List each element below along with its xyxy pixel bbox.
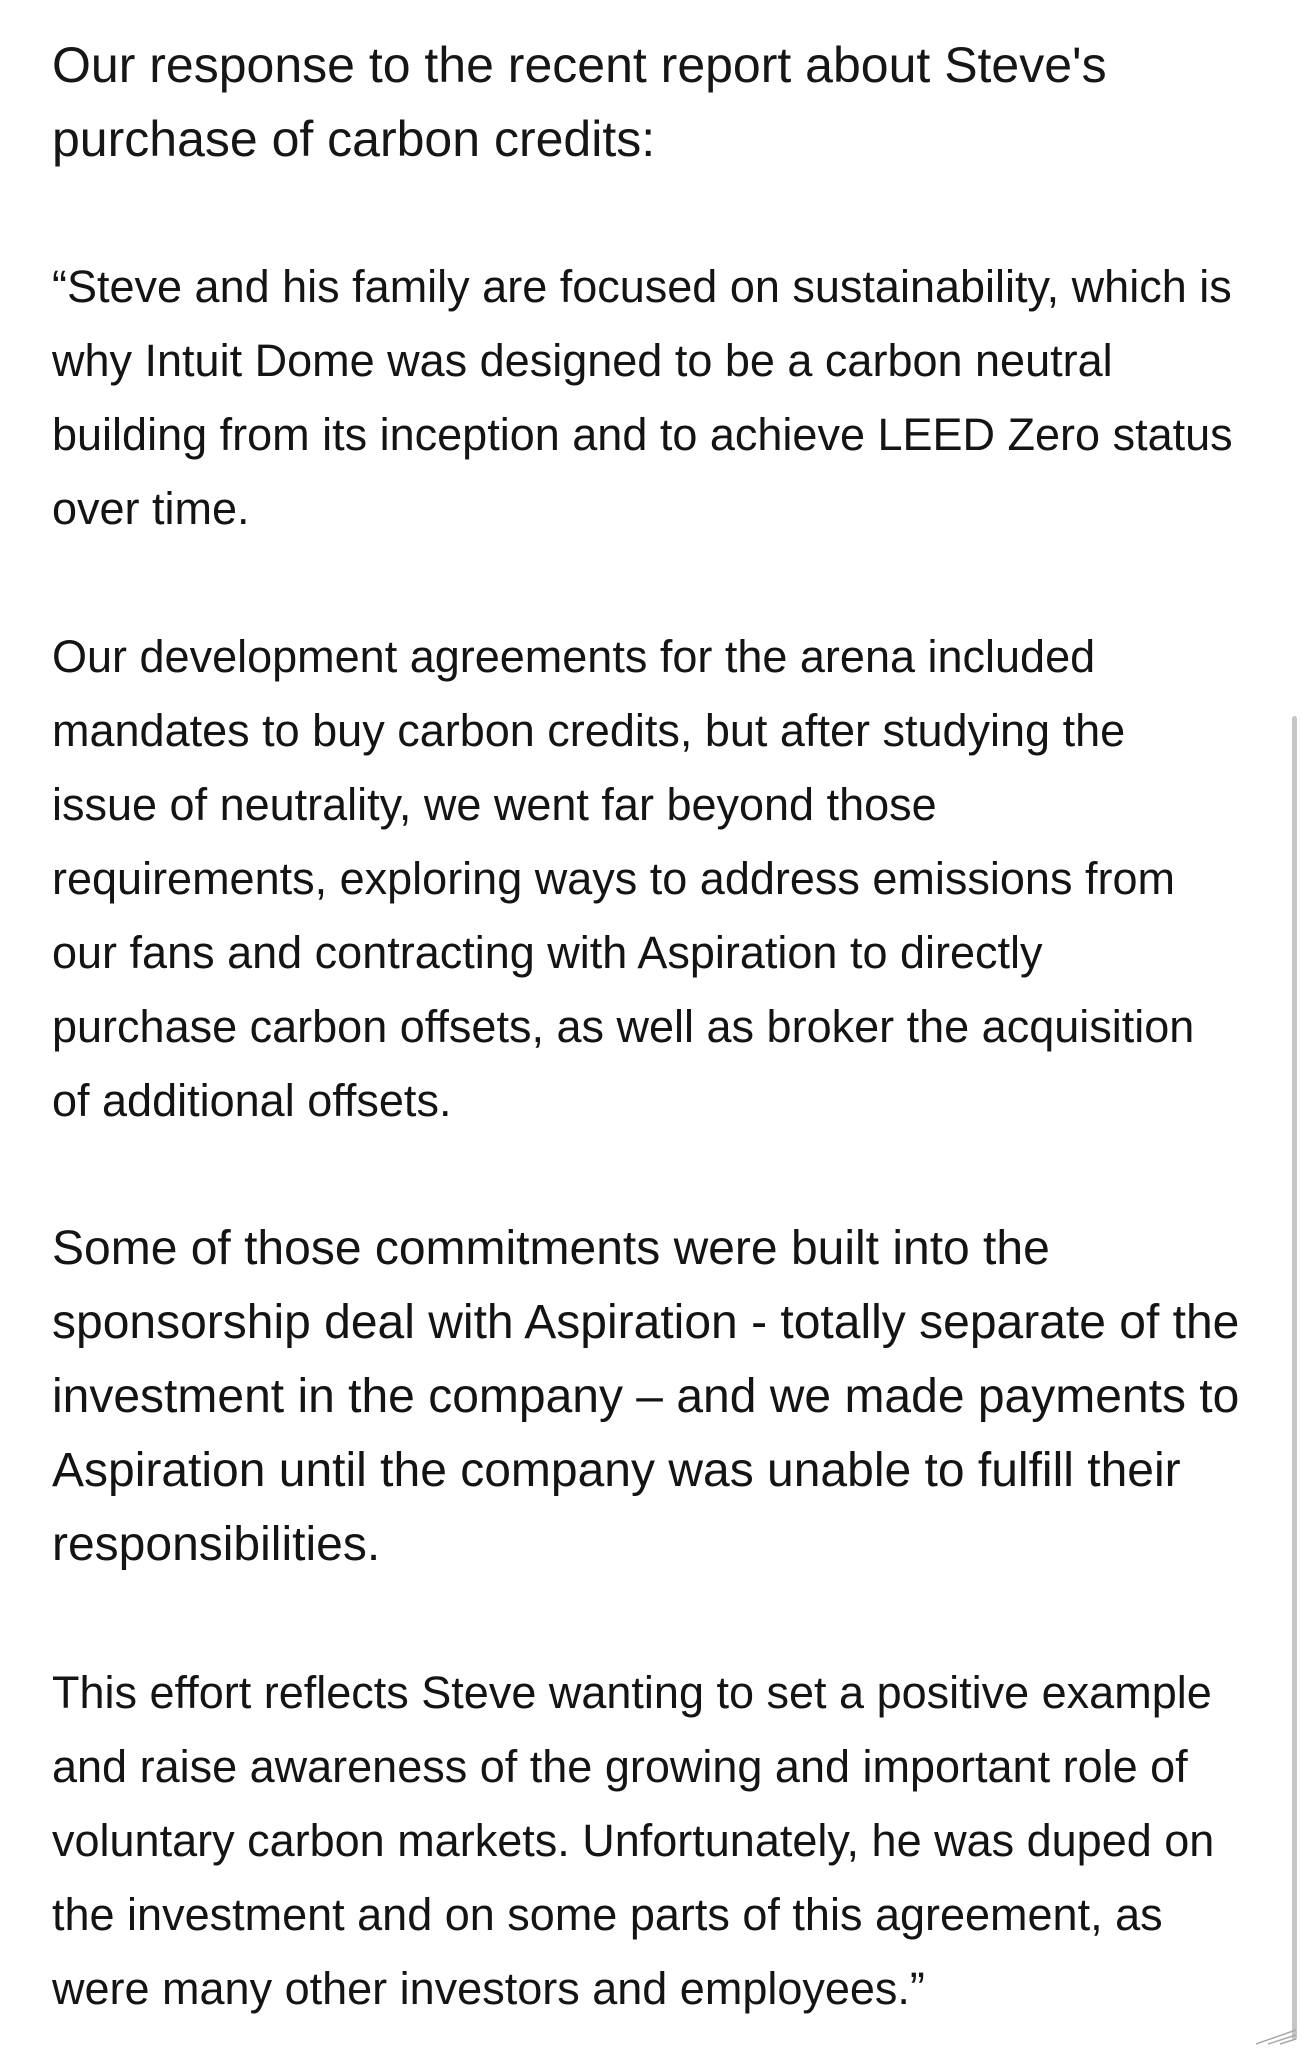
vertical-scrollbar[interactable] [1292, 716, 1297, 2040]
paragraph-effort-reflects [52, 1656, 1277, 2026]
paragraph-line: Our development agreements for the arena included [52, 631, 1096, 682]
paragraph-line: issue of neutrality, we went far beyond those [52, 779, 937, 830]
paragraph-line: mandates to buy carbon credits, but after studying the [52, 705, 1126, 756]
statement-heading [52, 28, 1277, 176]
resize-grip-icon[interactable] [1246, 2026, 1298, 2046]
paragraph-line: why Intuit Dome was designed to be a carbon neutral [52, 335, 1113, 386]
statement-body [52, 28, 1277, 2026]
paragraph-line: purchase carbon offsets, as well as broker the acquisition [52, 1001, 1195, 1052]
paragraph-sustainability [52, 250, 1277, 546]
paragraph-line: building from its inception and to achieve LEED Zero status [52, 409, 1233, 460]
paragraph-line: “Steve and his family are focused on sustainability, which is [52, 261, 1232, 312]
heading-line: Our response to the recent report about Steve's [52, 37, 1107, 93]
paragraph-development-agreements [52, 620, 1277, 1138]
paragraph-line: requirements, exploring ways to address emissions from [52, 853, 1175, 904]
paragraph-line: our fans and contracting with Aspiration to directly [52, 927, 1043, 978]
paragraph-line: and raise awareness of the growing and important role of [52, 1741, 1188, 1792]
paragraph-line: sponsorship deal with Aspiration - totally separate of the [52, 1296, 1240, 1349]
paragraph-line: the investment and on some parts of this agreement, as [52, 1889, 1163, 1940]
paragraph-line: responsibilities. [52, 1518, 381, 1571]
paragraph-line: over time. [52, 483, 250, 534]
heading-line: purchase of carbon credits: [52, 111, 656, 167]
paragraph-line: Aspiration until the company was unable to fulfill their [52, 1444, 1181, 1497]
paragraph-line: of additional offsets. [52, 1075, 452, 1126]
paragraph-line: voluntary carbon markets. Unfortunately, he was duped on [52, 1815, 1215, 1866]
paragraph-line: Some of those commitments were built into the [52, 1222, 1050, 1275]
paragraph-sponsorship-deal [52, 1212, 1277, 1582]
paragraph-line: investment in the company – and we made payments to [52, 1370, 1240, 1423]
paragraph-line: This effort reflects Steve wanting to set a positive example [52, 1667, 1212, 1718]
paragraph-line: were many other investors and employees.” [52, 1963, 925, 2014]
